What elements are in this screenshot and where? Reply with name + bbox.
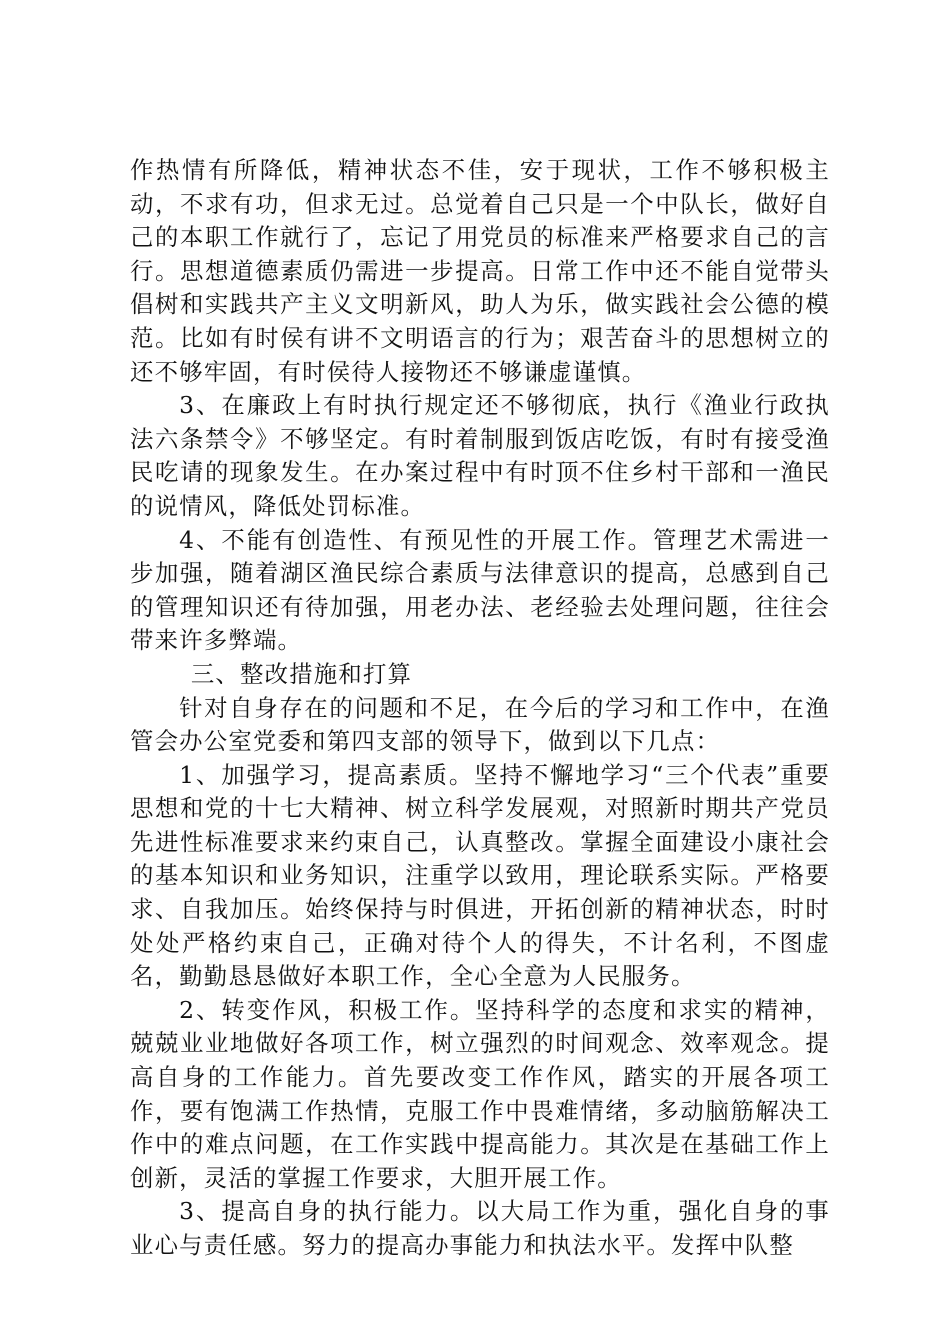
document-page xyxy=(130,154,830,1263)
paragraph-item-3: 3、在廉政上有时执行规定还不够彻底，执行《渔业行政执法六条禁令》不够坚定。有时着制服到饭店吃饭，有时有接受渔民吃请的现象发生。在办案过程中有时顶不住乡村干部和一渔民的说情风，降低处罚标准。 xyxy=(130,391,830,520)
paragraph-item-4: 4、不能有创造性、有预见性的开展工作。管理艺术需进一步加强，随着湖区渔民综合素质与法律意识的提高，总感到自己的管理知识还有待加强，用老办法、老经验去处理问题，往往会带来许多弊端。 xyxy=(130,525,830,655)
paragraph-intro: 针对自身存在的问题和不足，在今后的学习和工作中，在渔管会办公室党委和第四支部的领导下，做到以下几点： xyxy=(130,693,830,756)
section-heading: 三、整改措施和打算 xyxy=(190,659,413,688)
paragraph-continuation: 作热情有所降低，精神状态不佳，安于现状，工作不够积极主动，不求有功，但求无过。总觉着自己只是一个中队长，做好自己的本职工作就行了，忘记了用党员的标准来严格要求自己的言行。思想道德素质仍需进一步提高。日常工作中还不能自觉带头倡树和实践共产主义文明新风，助人为乐，做实践社会公德的模范。比如有时侯有讲不文明语言的行为；艰苦奋斗的思想树立的还不够牢固，有时侯待人接物还不够谦虚谨慎。 xyxy=(130,156,830,386)
paragraph-measure-3: 3、提高自身的执行能力。以大局工作为重，强化自身的事业心与责任感。努力的提高办事能力和执法水平。发挥中队整 xyxy=(130,1197,830,1259)
paragraph-measure-2: 2、转变作风，积极工作。坚持科学的态度和求实的精神，兢兢业业地做好各项工作，树立强烈的时间观念、效率观念。提高自身的工作能力。首先要改变工作作风，踏实的开展各项工作，要有饱满工作热情，克服工作中畏难情绪，多动脑筋解决工作中的难点问题，在工作实践中提高能力。其次是在基础工作上创新，灵活的掌握工作要求，大胆开展工作。 xyxy=(130,995,830,1192)
paragraph-measure-1: 1、加强学习，提高素质。坚持不懈地学习“三个代表”重要思想和党的十七大精神、树立科学发展观，对照新时期共产党员先进性标准要求来约束自己，认真整改。掌握全面建设小康社会的基本知识和业务知识，注重学以致用，理论联系实际。严格要求、自我加压。始终保持与时俱进，开拓创新的精神状态，时时处处严格约束自己，正确对待个人的得失，不计名利，不图虚名，勤勤恳恳做好本职工作，全心全意为人民服务。 xyxy=(130,760,830,991)
